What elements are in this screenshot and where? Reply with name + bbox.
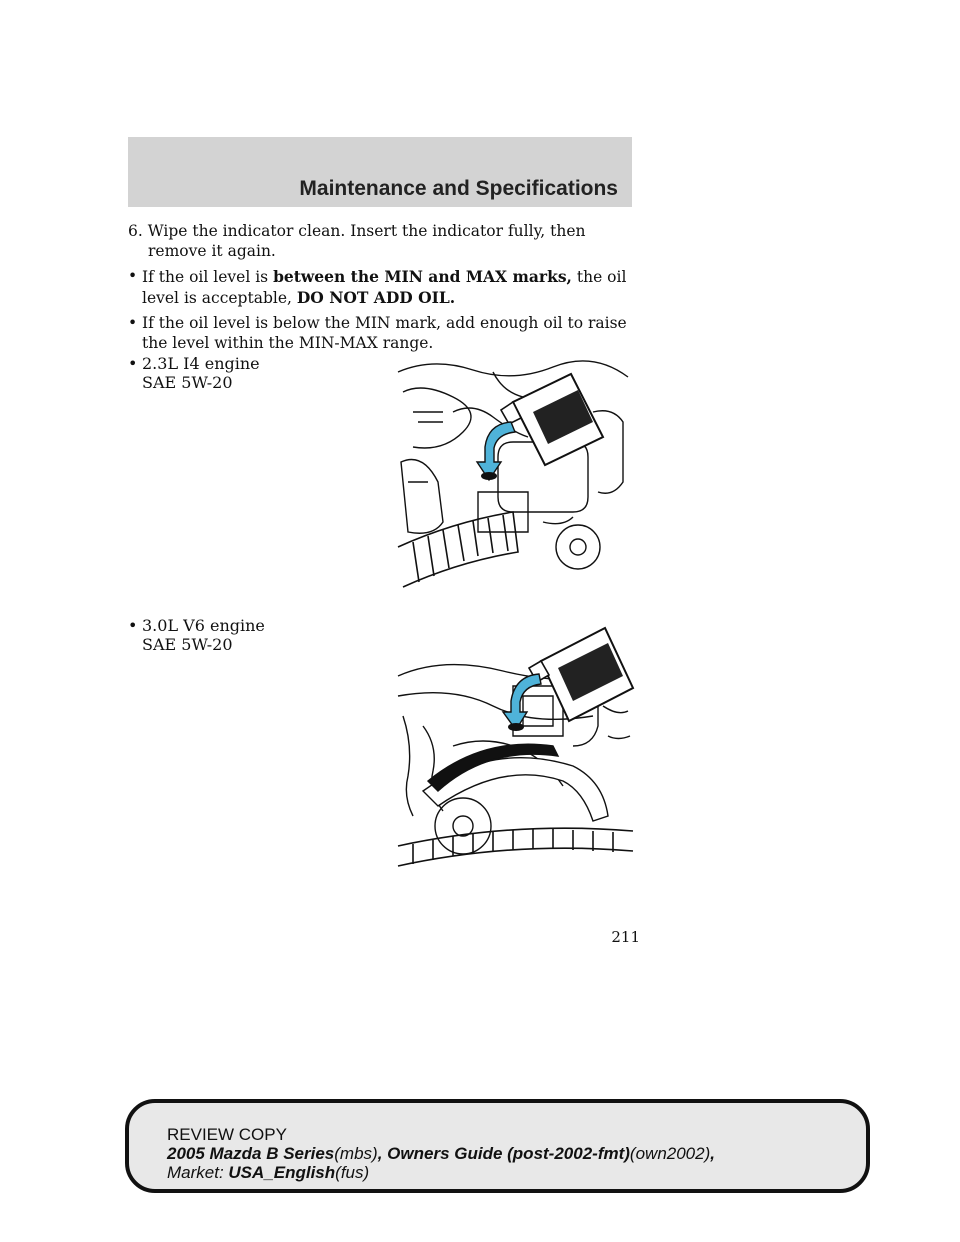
engine-illustration-2-3l <box>393 352 633 594</box>
engine-item-2-3l <box>128 354 382 398</box>
review-line-1: REVIEW COPY <box>167 1125 287 1144</box>
review-copy-text <box>167 1125 715 1182</box>
engine-name: 2.3L I4 engine <box>142 354 260 373</box>
oil-grade: SAE 5W-20 <box>142 373 233 392</box>
review-copy-box <box>125 1099 870 1193</box>
engine-illustration-3-0l <box>393 616 635 870</box>
review-line-2: 2005 Mazda B Series(mbs), Owners Guide (post-2002-fmt)(own2002), <box>167 1144 715 1163</box>
bullet-dot: • <box>128 314 138 332</box>
pour-arrow-icon <box>503 674 541 730</box>
bullet-dot: • <box>128 267 138 285</box>
bullet-dot: • <box>128 354 138 373</box>
page-number: 211 <box>611 928 640 946</box>
engine-item-3-0l <box>128 616 382 660</box>
body-text <box>128 222 638 359</box>
pour-arrow-icon <box>477 422 515 480</box>
bullet-oil-below-min: • If the oil level is below the MIN mark, add enough oil to raise the level within the MIN-MAX range. <box>128 314 627 352</box>
section-header-band <box>128 137 632 207</box>
section-title: Maintenance and Specifications <box>299 177 618 200</box>
oil-grade: SAE 5W-20 <box>142 635 233 654</box>
review-line-3: Market: USA_English(fus) <box>167 1163 370 1182</box>
step-6-text: 6. Wipe the indicator clean. Insert the indicator fully, then remove it again. <box>128 222 586 260</box>
bullet-oil-acceptable: • If the oil level is between the MIN and MAX marks, the oil level is acceptable, DO NOT ADD OIL. <box>128 267 627 307</box>
bullet-dot: • <box>128 616 138 635</box>
engine-name: 3.0L V6 engine <box>142 616 265 635</box>
